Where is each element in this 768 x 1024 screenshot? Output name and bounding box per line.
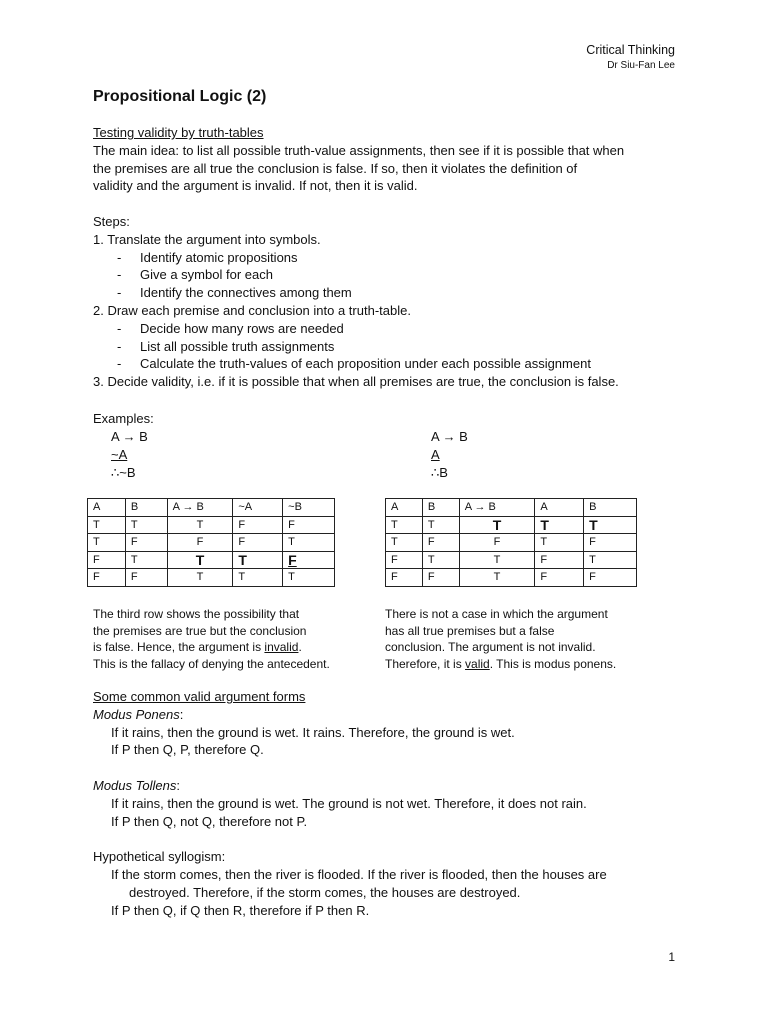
example-left [111, 428, 153, 481]
page-number: 1 [668, 950, 675, 964]
table-row-highlight [386, 516, 637, 534]
cell: T [283, 534, 335, 552]
cell: T [459, 551, 535, 569]
step-2-sub: - Decide how many rows are needed [117, 320, 344, 336]
cell: F [125, 569, 167, 587]
example-right [431, 428, 468, 481]
cell: F [535, 551, 584, 569]
cell: F [584, 569, 637, 587]
table-row [386, 551, 637, 569]
paragraph-line: the premises are all true the conclusion is false. If so, then it violates the definition of [93, 160, 578, 176]
form-title-modus-tollens: Modus Tollens: [93, 777, 180, 793]
cell: F [459, 534, 535, 552]
cell: T [283, 569, 335, 587]
cell: F [233, 534, 283, 552]
form-schema: If P then Q, if Q then R, therefore if P then R. [111, 902, 370, 918]
header-cell: B [422, 499, 459, 517]
step-3: 3. Decide validity, i.e. if it is possible that when all premises are true, the conclusion is false. [93, 374, 619, 390]
cell: F [88, 551, 126, 569]
table-row [386, 569, 637, 587]
header-author: Dr Siu-Fan Lee [607, 60, 675, 71]
cell-emphasis: T [584, 516, 637, 534]
cell: T [584, 551, 637, 569]
cell: F [386, 569, 423, 587]
section-heading: Testing validity by truth-tables [93, 125, 264, 140]
premise-2: A [431, 446, 440, 462]
cell-emphasis: T [535, 516, 584, 534]
header-cell: B [584, 499, 637, 517]
cell: T [167, 569, 233, 587]
step-1: 1. Translate the argument into symbols. [93, 231, 321, 247]
note-line: conclusion. The argument is not invalid. [385, 640, 596, 654]
cell-emphasis: T [167, 551, 233, 569]
cell: F [125, 534, 167, 552]
cell: T [386, 534, 423, 552]
header-cell: A [535, 499, 584, 517]
steps-list [93, 213, 619, 391]
cell-emphasis: T [459, 516, 535, 534]
cell: F [535, 569, 584, 587]
table-header-row [386, 499, 637, 517]
note-line: The third row shows the possibility that [93, 607, 300, 621]
note-line: has all true premises but a false [385, 623, 555, 638]
cell: T [422, 551, 459, 569]
cell: T [125, 516, 167, 534]
section-heading: Some common valid argument forms [93, 689, 306, 704]
note-right [385, 606, 616, 672]
conclusion: ∴~B [111, 464, 136, 480]
table-row [88, 569, 335, 587]
form-schema: If P then Q, not Q, therefore not P. [111, 813, 308, 829]
step-2-sub: - List all possible truth assignments [117, 338, 335, 354]
premise-1: A → B [431, 429, 468, 444]
table-row [88, 534, 335, 552]
step-2-sub: - Calculate the truth-values of each proposition under each possible assignment [117, 356, 591, 372]
cell: T [535, 534, 584, 552]
cell: F [422, 569, 459, 587]
form-example: destroyed. Therefore, if the storm comes, the houses are destroyed. [129, 884, 521, 900]
cell: F [422, 534, 459, 552]
cell: T [88, 534, 126, 552]
header-cell: A [88, 499, 126, 517]
cell: T [386, 516, 423, 534]
note-left [93, 606, 330, 672]
cell: T [422, 516, 459, 534]
cell: T [125, 551, 167, 569]
truth-table-right [385, 498, 637, 587]
page-title: Propositional Logic (2) [93, 88, 267, 105]
cell: F [283, 516, 335, 534]
header-cell: A [386, 499, 423, 517]
paragraph-line: The main idea: to list all possible truth-value assignments, then see if it is possible that when [93, 142, 625, 158]
table-row [386, 534, 637, 552]
header-course: Critical Thinking [586, 43, 675, 57]
header-cell: B [125, 499, 167, 517]
form-title-hypothetical-syllogism: Hypothetical syllogism: [93, 849, 226, 865]
form-example: If the storm comes, then the river is flooded. If the river is flooded, then the houses are [111, 866, 607, 882]
step-1-sub: - Identify the connectives among them [117, 285, 352, 301]
form-schema: If P then Q, P, therefore Q. [111, 742, 264, 758]
premise-1: A → B [111, 429, 148, 444]
note-line: Therefore, it is valid. This is modus ponens. [385, 656, 617, 671]
examples-label: Examples: [93, 411, 154, 426]
cell-emphasis: F [283, 551, 335, 569]
step-2: 2. Draw each premise and conclusion into a truth-table. [93, 302, 411, 318]
cell: F [386, 551, 423, 569]
table-header-row [88, 499, 335, 517]
note-line: This is the fallacy of denying the antecedent. [93, 656, 330, 671]
section-valid-forms [93, 688, 607, 919]
paragraph-line: validity and the argument is invalid. If not, then it is valid. [93, 178, 418, 194]
header-cell: A → B [167, 499, 233, 517]
step-1-sub: - Identify atomic propositions [117, 249, 298, 265]
cell: T [167, 516, 233, 534]
cell-emphasis: T [233, 551, 283, 569]
header-cell: ~A [233, 499, 283, 517]
conclusion: ∴B [431, 464, 448, 480]
steps-label: Steps: [93, 214, 130, 229]
table-row-highlight [88, 551, 335, 569]
header-cell: A → B [459, 499, 535, 517]
cell: T [233, 569, 283, 587]
premise-2: ~A [111, 446, 128, 462]
cell: F [167, 534, 233, 552]
form-example: If it rains, then the ground is wet. It rains. Therefore, the ground is wet. [111, 724, 515, 740]
cell: F [233, 516, 283, 534]
note-line: is false. Hence, the argument is invalid. [93, 640, 302, 654]
form-example: If it rains, then the ground is wet. The ground is not wet. Therefore, it does not rain. [111, 795, 587, 811]
cell: T [459, 569, 535, 587]
header-cell: ~B [283, 499, 335, 517]
truth-table-left [87, 498, 335, 587]
cell: T [88, 516, 126, 534]
cell: F [584, 534, 637, 552]
step-1-sub: - Give a symbol for each [117, 267, 273, 283]
note-line: There is not a case in which the argument [385, 607, 608, 621]
table-row [88, 516, 335, 534]
cell: F [88, 569, 126, 587]
section-validity [93, 124, 624, 195]
form-title-modus-ponens: Modus Ponens: [93, 706, 184, 722]
note-line: the premises are true but the conclusion [93, 623, 307, 638]
